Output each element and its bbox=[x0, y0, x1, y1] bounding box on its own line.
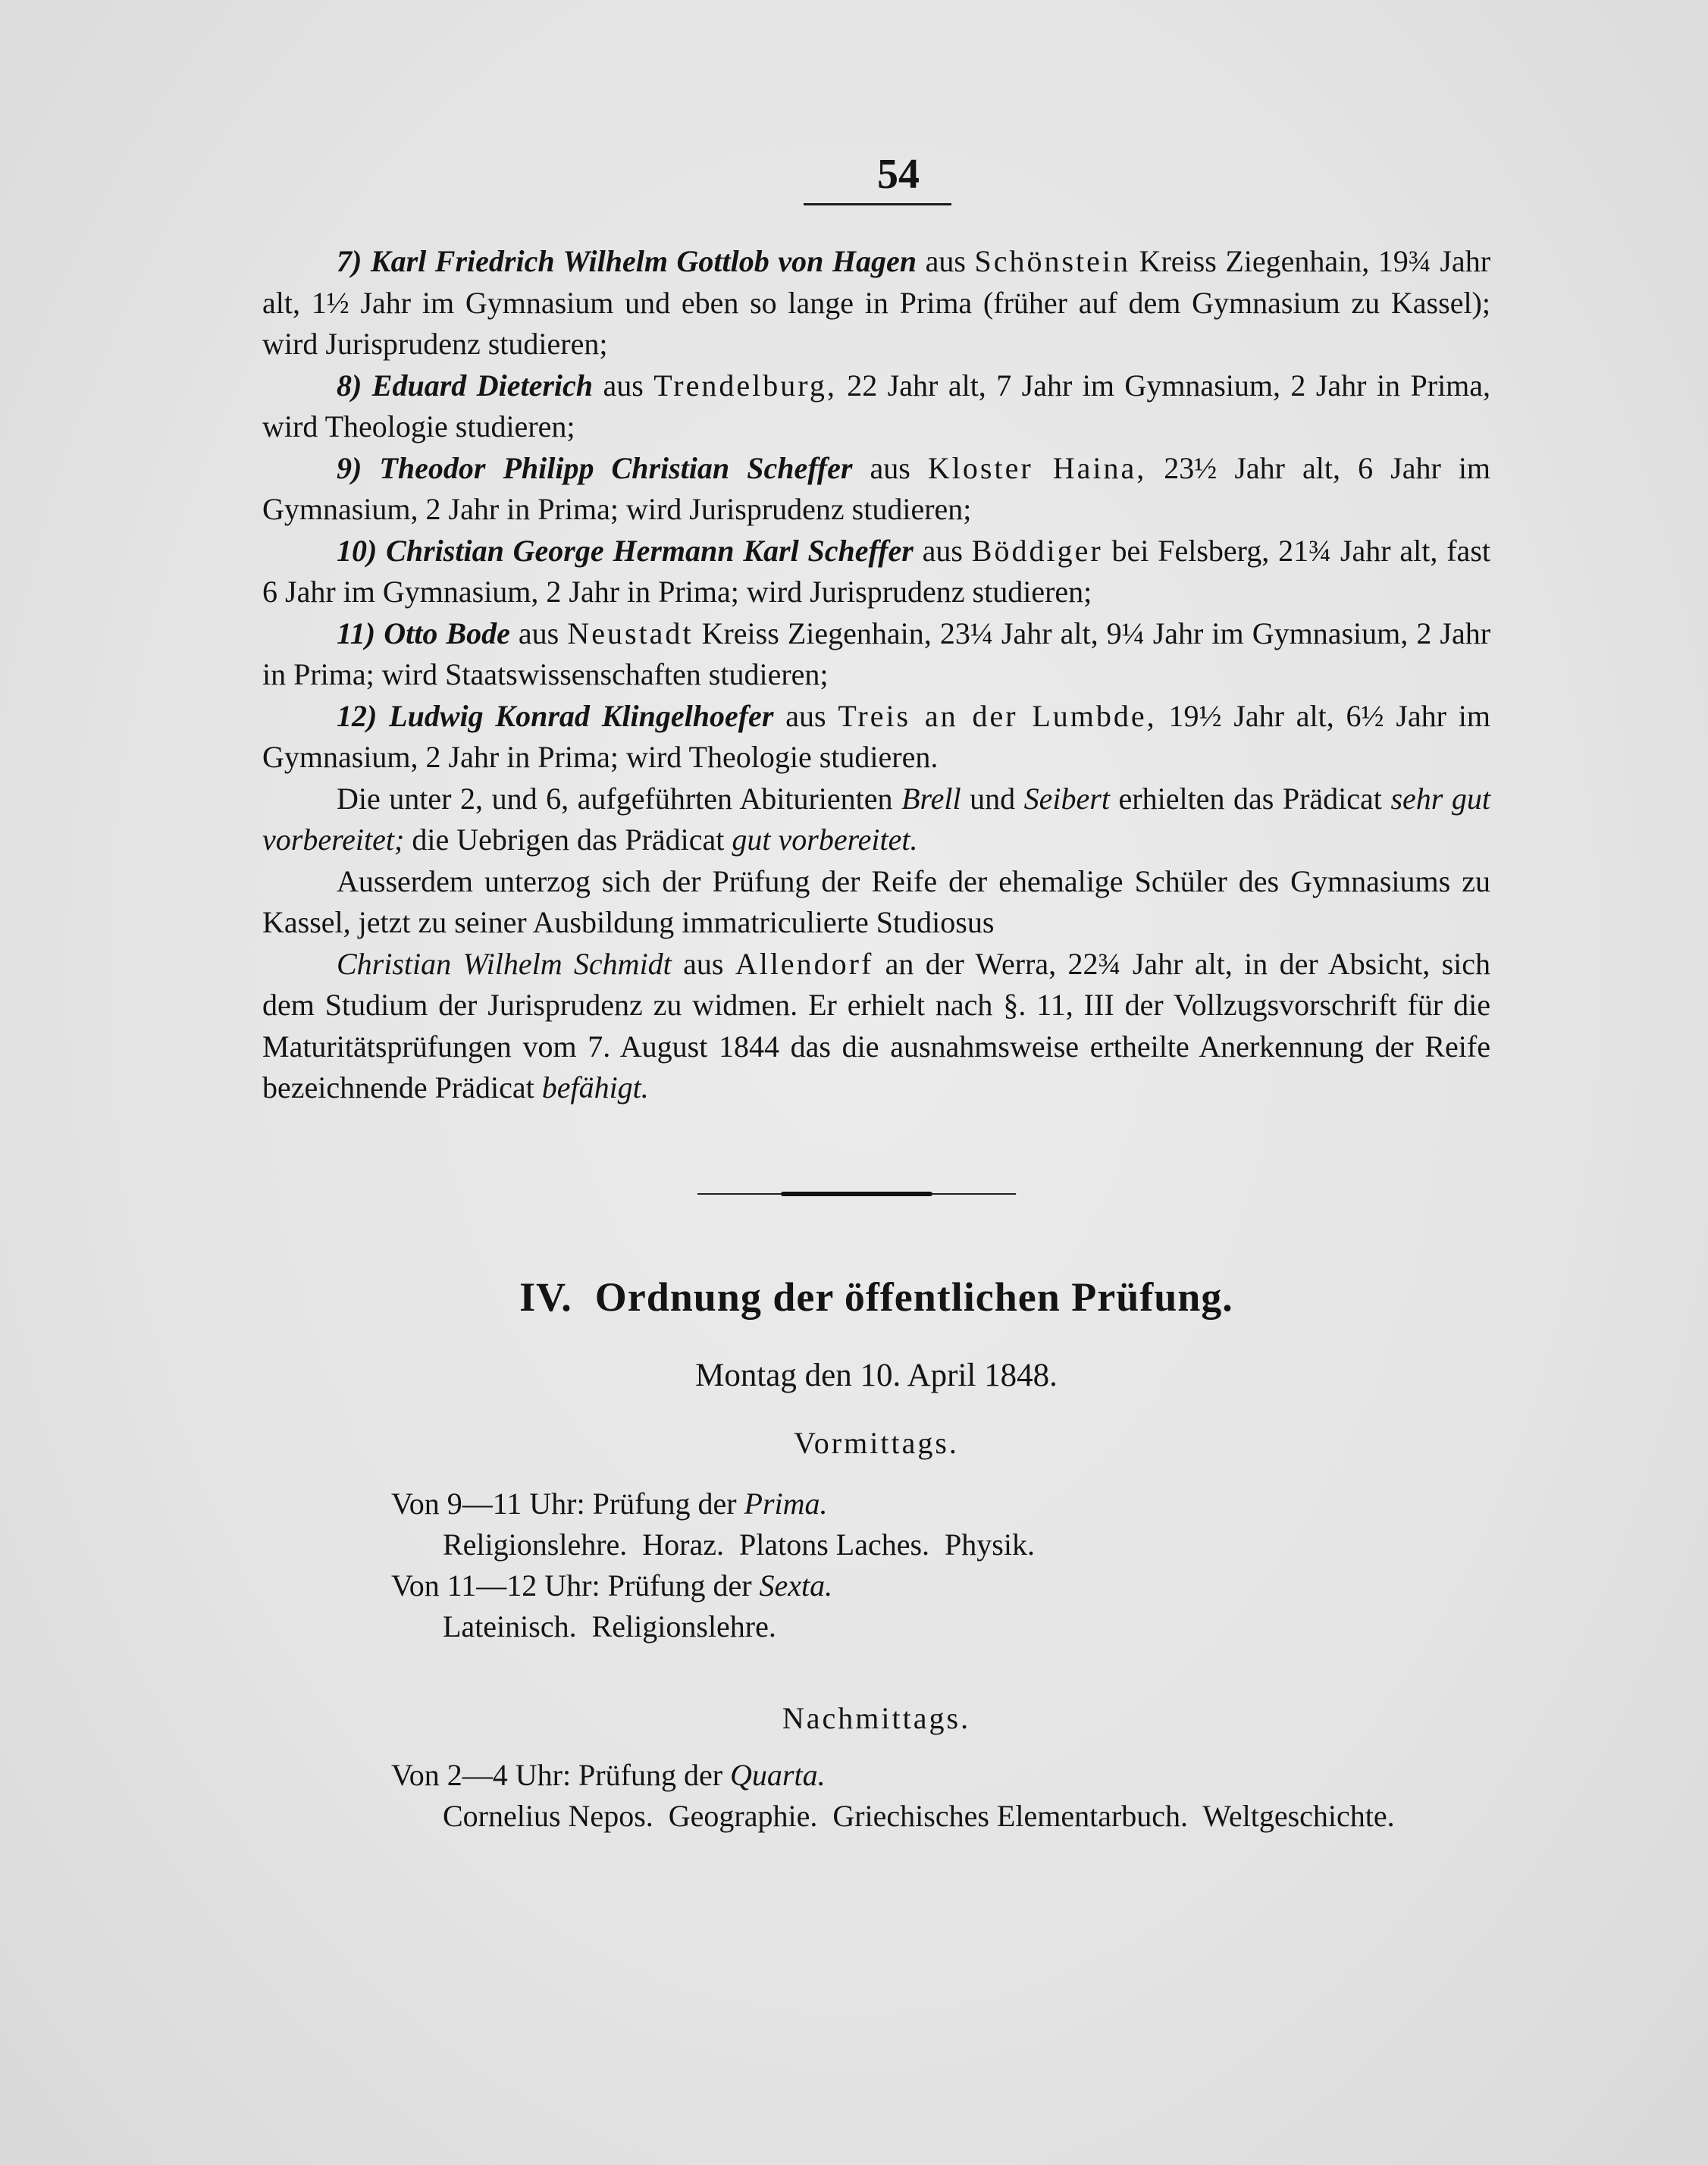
entry-name: Ludwig Konrad Klingelhoefer bbox=[389, 698, 774, 733]
slot-time: Von 2—4 Uhr: Prüfung der bbox=[391, 1758, 723, 1792]
entry-place: Kloster Haina, bbox=[927, 450, 1147, 485]
praedikat-paragraph bbox=[262, 779, 1490, 861]
slot-topics: Religionslehre. Horaz. Platons Laches. Physik. bbox=[443, 1527, 1035, 1562]
entry-place: Trendelburg, bbox=[653, 368, 837, 403]
entry-aus: aus bbox=[603, 368, 644, 403]
praedikat-before: Die unter 2, und 6, aufgeführten Abiturienten bbox=[337, 781, 893, 816]
entry-place: Böddiger bbox=[971, 533, 1103, 568]
entry-text: 22 Jahr alt, 7 Jahr im Gymnasium, 2 Jahr in Prima, wird Theologie studieren; bbox=[262, 368, 1491, 443]
slot-time: Von 11—12 Uhr: Prüfung der bbox=[391, 1568, 752, 1603]
entry-12 bbox=[262, 696, 1490, 779]
entry-8 bbox=[262, 365, 1490, 448]
entry-name: Eduard Dieterich bbox=[371, 368, 594, 403]
entry-11 bbox=[262, 613, 1490, 696]
schedule-morning bbox=[391, 1484, 1035, 1647]
slot-time: Von 9—11 Uhr: Prüfung der bbox=[391, 1487, 737, 1521]
entry-aus: aus bbox=[518, 616, 559, 650]
praedikat-name-2: Seibert bbox=[1023, 781, 1110, 816]
entry-place: Treis an der Lumbde, bbox=[838, 698, 1157, 733]
slot-topics: Cornelius Nepos. Geographie. Griechisches Elementarbuch. Weltgeschichte. bbox=[443, 1799, 1395, 1833]
schedule-slot bbox=[391, 1484, 1035, 1524]
slot-topics: Lateinisch. Religionslehre. bbox=[443, 1609, 776, 1643]
entry-place: Neustadt bbox=[567, 616, 694, 650]
schedule-afternoon bbox=[391, 1755, 1395, 1837]
slot-class: Prima. bbox=[744, 1487, 828, 1521]
entry-number: 11) bbox=[337, 616, 376, 650]
entry-text: bei Felsberg, 21¾ Jahr alt, fast 6 Jahr im Gymnasium, 2 Jahr in Prima; wird Jurisprudenz studieren; bbox=[262, 533, 1490, 609]
schedule-slot bbox=[391, 1755, 1395, 1796]
extra-text: an der Werra, 22¾ Jahr alt, in der Absicht, sich dem Studium der Jurisprudenz zu widmen. Er erhielt nach §. 11, III der Vollzugsvorschrift für die Maturitätsprüfungen vom 7. August 1844 das die ausnahmsweise ertheilte Anerkennung der Reife bezeichnende Prädicat bbox=[262, 946, 1490, 1104]
section-divider bbox=[697, 1192, 1016, 1196]
entry-number: 8) bbox=[337, 368, 362, 403]
page-number: 54 bbox=[877, 151, 920, 198]
morning-heading: Vormittags. bbox=[794, 1426, 959, 1460]
entry-10 bbox=[262, 531, 1490, 613]
praedikat-und: und bbox=[970, 781, 1016, 816]
entry-place: Schönstein bbox=[974, 244, 1130, 278]
entry-name: Christian George Hermann Karl Scheffer bbox=[386, 533, 914, 568]
extra-intro: Ausserdem unterzog sich der Prüfung der Reife der ehemalige Schüler des Gymnasiums zu Kassel, jetzt zu seiner Ausbildung immatriculierte Studiosus bbox=[262, 863, 1490, 939]
entry-text: Kreiss Ziegenhain, 19¾ Jahr alt, 1½ Jahr im Gymnasium und eben so lange in Prima (früher auf dem Gymnasium zu Kassel); wird Jurisprudenz studieren; bbox=[262, 244, 1491, 361]
afternoon-heading: Nachmittags. bbox=[782, 1701, 971, 1735]
exam-date: Montag den 10. April 1848. bbox=[695, 1358, 1058, 1393]
entry-7 bbox=[262, 241, 1490, 365]
abiturienten-list bbox=[262, 241, 1490, 1109]
entry-number: 12) bbox=[337, 698, 378, 733]
entry-name: Otto Bode bbox=[384, 616, 510, 650]
entry-9 bbox=[262, 448, 1490, 531]
schedule-slot bbox=[391, 1565, 1035, 1606]
entry-name: Karl Friedrich Wilhelm Gottlob von Hagen bbox=[370, 244, 917, 278]
section-roman: IV. bbox=[519, 1274, 572, 1320]
extra-place: Allendorf bbox=[735, 946, 874, 981]
section-heading bbox=[262, 1274, 1490, 1321]
extra-paragraph bbox=[262, 944, 1490, 1109]
section-title: Ordnung der öffentlichen Prüfung. bbox=[594, 1274, 1233, 1320]
slot-class: Sexta. bbox=[759, 1568, 833, 1603]
extra-aus: aus bbox=[683, 946, 724, 981]
entry-text: Kreiss Ziegenhain, 23¼ Jahr alt, 9¼ Jahr im Gymnasium, 2 Jahr in Prima; wird Staatswissenschaften studieren; bbox=[262, 616, 1491, 691]
entry-name: Theodor Philipp Christian Scheffer bbox=[379, 450, 853, 485]
praedikat-mid: erhielten das Prädicat bbox=[1118, 781, 1382, 816]
entry-aus: aus bbox=[922, 533, 963, 568]
praedikat-grade-2: gut vorbereitet. bbox=[732, 822, 918, 857]
entry-number: 7) bbox=[337, 244, 362, 278]
slot-class: Quarta. bbox=[730, 1758, 826, 1792]
extra-name: Christian Wilhelm Schmidt bbox=[337, 946, 672, 981]
entry-text: 19½ Jahr alt, 6½ Jahr im Gymnasium, 2 Jahr in Prima; wird Theologie studieren. bbox=[262, 698, 1491, 774]
extra-grade: befähigt. bbox=[541, 1070, 649, 1104]
entry-aus: aus bbox=[870, 450, 910, 485]
entry-number: 10) bbox=[337, 533, 378, 568]
entry-number: 9) bbox=[337, 450, 362, 485]
page-number-rule bbox=[804, 203, 951, 205]
praedikat-mid-2: die Uebrigen das Prädicat bbox=[412, 822, 725, 857]
praedikat-grade-1: sehr gut vorbereitet; bbox=[262, 781, 1490, 857]
praedikat-name-1: Brell bbox=[901, 781, 961, 816]
entry-aus: aus bbox=[925, 244, 966, 278]
entry-text: 23½ Jahr alt, 6 Jahr im Gymnasium, 2 Jahr in Prima; wird Jurisprudenz studieren; bbox=[262, 450, 1491, 526]
entry-aus: aus bbox=[785, 698, 826, 733]
